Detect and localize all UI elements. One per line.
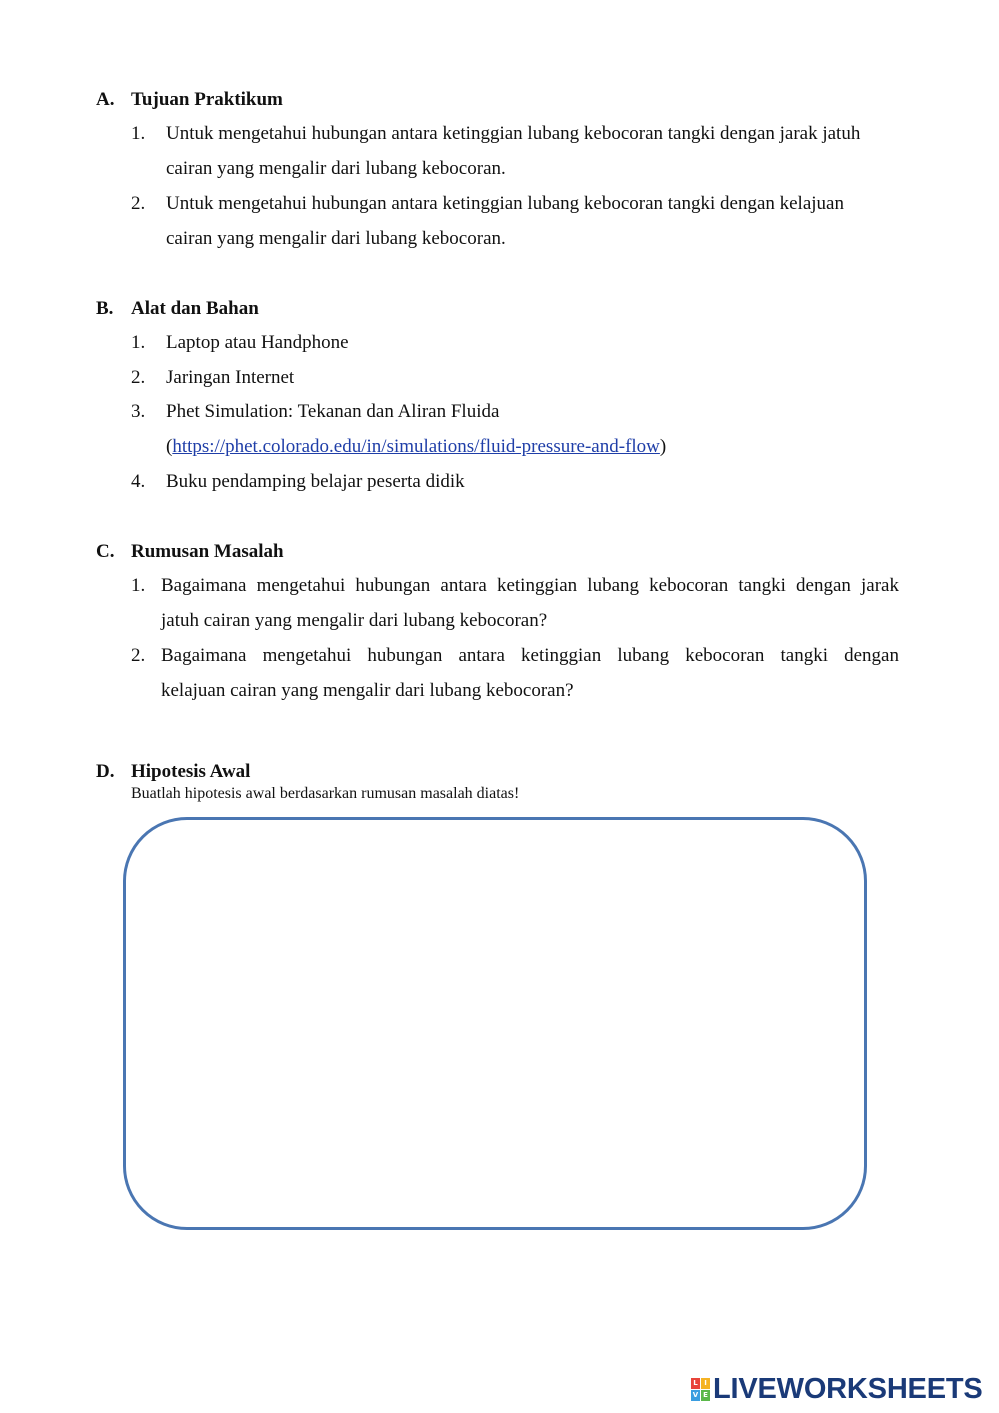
- section-a-heading: [96, 89, 283, 111]
- list-item-text: Laptop atau Handphone: [166, 332, 349, 353]
- logo-letter: E: [701, 1390, 710, 1401]
- liveworksheets-brand: [691, 1372, 983, 1406]
- section-a-letter: A.: [96, 89, 115, 110]
- list-item-line: Untuk mengetahui hubungan antara ketinggian lubang kebocoran tangki dengan jarak jatuh: [166, 123, 861, 144]
- hypothesis-instruction: Buatlah hipotesis awal berdasarkan rumusan masalah diatas!: [131, 785, 520, 802]
- logo-letter: I: [701, 1378, 710, 1389]
- section-d-title: Hipotesis Awal: [131, 761, 251, 782]
- list-item-number: 3.: [131, 401, 146, 422]
- list-item: [131, 464, 911, 499]
- list-item-text: Buku pendamping belajar peserta didik: [166, 471, 465, 492]
- list-item-line: kelajuan cairan yang mengalir dari lubang kebocoran?: [161, 680, 574, 701]
- list-item-line: jatuh cairan yang mengalir dari lubang kebocoran?: [161, 610, 548, 631]
- list-item-text: Jaringan Internet: [166, 367, 295, 388]
- list-item-number: 2.: [131, 193, 146, 214]
- list-item-number: 4.: [131, 471, 146, 492]
- link-open-paren: (: [166, 436, 173, 457]
- list-item-number: 1.: [131, 123, 146, 144]
- list-item-line: cairan yang mengalir dari lubang kebocoran.: [166, 228, 506, 249]
- section-b-title: Alat dan Bahan: [131, 298, 259, 319]
- list-item: [131, 638, 899, 708]
- list-item: [131, 568, 899, 638]
- list-item-line: Bagaimana mengetahui hubungan antara ketinggian lubang kebocoran tangki dengan: [161, 645, 899, 666]
- hypothesis-answer-box[interactable]: [123, 817, 867, 1230]
- list-item: [131, 360, 911, 395]
- brand-name: LIVEWORKSHEETS: [713, 1372, 983, 1405]
- section-d-heading: [96, 761, 250, 783]
- section-b-letter: B.: [96, 298, 114, 319]
- list-item: [131, 186, 911, 256]
- phet-link-line: [166, 429, 911, 464]
- list-item-text: Phet Simulation: Tekanan dan Aliran Fluida: [166, 401, 500, 422]
- list-item-line: cairan yang mengalir dari lubang kebocoran.: [166, 158, 506, 179]
- list-item: [131, 394, 911, 464]
- section-c-heading: [96, 541, 284, 563]
- list-item-number: 2.: [131, 645, 146, 666]
- liveworksheets-logo-icon: [691, 1378, 710, 1401]
- list-item: [131, 325, 911, 360]
- list-item-line: Bagaimana mengetahui hubungan antara ketinggian lubang kebocoran tangki dengan jarak: [161, 575, 899, 596]
- section-a-title: Tujuan Praktikum: [131, 89, 283, 110]
- list-item-line: Untuk mengetahui hubungan antara ketinggian lubang kebocoran tangki dengan kelajuan: [166, 193, 844, 214]
- link-close-paren: ): [659, 436, 667, 457]
- list-item: [131, 116, 911, 186]
- section-c-title: Rumusan Masalah: [131, 541, 284, 562]
- logo-letter: L: [691, 1378, 700, 1389]
- list-item-number: 1.: [131, 575, 146, 596]
- section-d-letter: D.: [96, 761, 115, 782]
- section-b-heading: [96, 298, 259, 320]
- list-item-number: 2.: [131, 367, 146, 388]
- section-c-letter: C.: [96, 541, 115, 562]
- logo-letter: V: [692, 1390, 699, 1399]
- list-item-number: 1.: [131, 332, 146, 353]
- phet-simulation-link[interactable]: https://phet.colorado.edu/in/simulations/fluid-pressure-and-flow: [172, 436, 660, 457]
